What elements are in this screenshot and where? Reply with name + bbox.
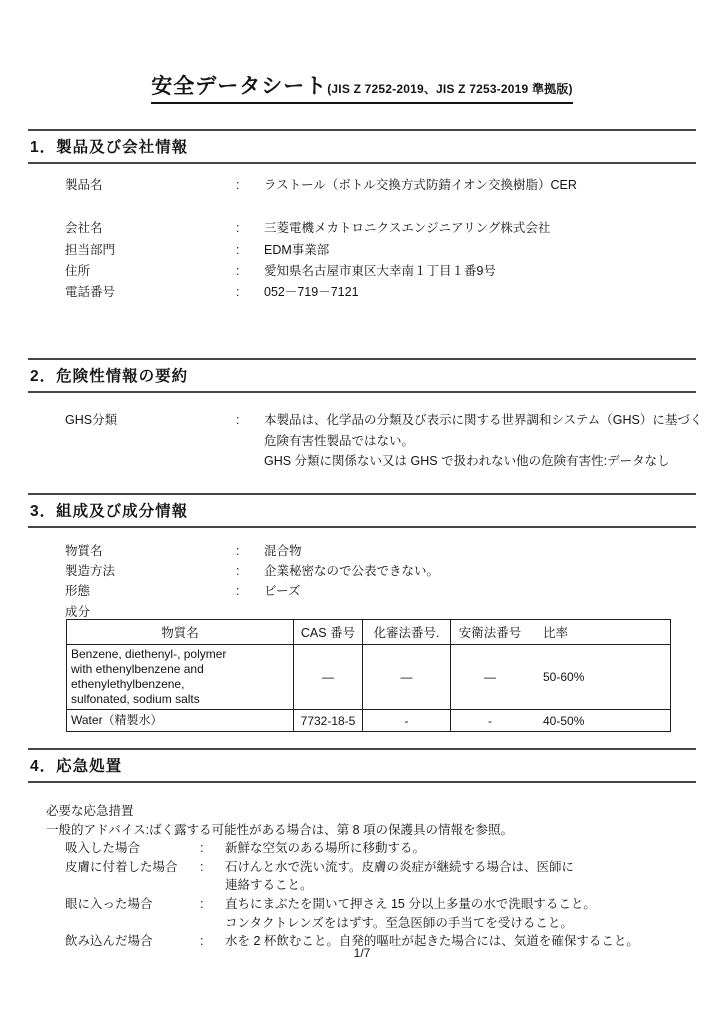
field-colon: : <box>200 841 204 856</box>
field-row-department <box>28 240 696 261</box>
document-title-sub: (JIS Z 7252-2019、JIS Z 7253-2019 準拠版) <box>327 82 573 96</box>
section-heading-4: 4．応急処置 <box>28 748 696 783</box>
field-value-line: 本製品は、化学品の分類及び表示に関する世界調和システム（GHS）に基づく <box>264 413 703 427</box>
field-label: 皮膚に付着した場合 <box>65 859 178 874</box>
cell-cas-number: ― <box>294 645 363 710</box>
field-value-line: 水を 2 杯飲むこと。自発的嘔吐が起きた場合には、気道を確保すること。 <box>225 934 639 949</box>
field-row-eye-contact <box>28 895 696 932</box>
table-row-polymer <box>67 645 671 710</box>
field-value-line: 石けんと水で洗い流す。皮膚の炎症が継続する場合は、医師に <box>225 859 575 874</box>
cell-substance-name: Water（精製水） <box>67 710 294 732</box>
field-value-multiline <box>225 839 696 858</box>
field-label: 担当部門 <box>65 242 116 257</box>
field-row-manufacture-method <box>28 561 696 581</box>
field-label: 製品名 <box>65 178 103 192</box>
field-value-line: GHS 分類に関係ない又は GHS で扱われない他の危険有害性:データなし <box>264 454 670 468</box>
field-colon: : <box>236 584 240 599</box>
first-aid-intro-line: 一般的アドバイス:ばく露する可能性がある場合は、第 8 項の保護具の情報を参照。 <box>46 822 513 837</box>
section-2-body <box>28 410 703 472</box>
field-colon: : <box>236 285 240 300</box>
cell-cas-number: 7732-18-5 <box>294 710 363 732</box>
field-colon: : <box>236 564 240 579</box>
cell-ratio: 50-60% <box>543 670 585 684</box>
substance-name-line: Benzene, diethenyl-, polymer <box>71 647 227 661</box>
field-label: 物質名 <box>65 544 103 558</box>
field-row-inhalation <box>28 839 696 858</box>
field-value-multiline <box>264 410 702 472</box>
field-row-skin-contact <box>28 858 696 895</box>
field-value: 052－719－7121 <box>264 285 359 300</box>
header-kashinhou-number: 化審法番号. <box>363 620 451 645</box>
field-value: 愛知県名古屋市東区大幸南１丁目１番9号 <box>264 263 496 278</box>
section-heading-3: 3．組成及び成分情報 <box>28 493 696 528</box>
field-value-multiline <box>225 895 696 932</box>
field-row-company-name <box>28 218 696 239</box>
cell-aneihou-number: - <box>488 713 492 728</box>
composition-table <box>66 619 671 732</box>
field-row-substance <box>28 541 696 561</box>
first-aid-intro-line: 必要な応急措置 <box>46 804 134 818</box>
header-aneihou-ratio <box>451 620 671 645</box>
field-label: 飲み込んだ場合 <box>65 934 153 949</box>
table-row-water <box>67 710 671 732</box>
cell-kashinhou-number: ― <box>363 645 451 710</box>
field-value: 企業秘密なので公表できない。 <box>264 564 440 579</box>
field-value-line: 直ちにまぶたを開いて押さえ 15 分以上多量の水で洗眼すること。 <box>225 896 596 911</box>
field-label: 眼に入った場合 <box>65 896 153 911</box>
field-label: 製造方法 <box>65 564 116 579</box>
field-row-address <box>28 261 696 282</box>
substance-name-line: ethenylethylbenzene, <box>71 677 185 691</box>
substance-name-line: sulfonated, sodium salts <box>71 692 200 706</box>
field-row-phone <box>28 282 696 303</box>
field-label: 電話番号 <box>65 285 116 300</box>
field-label: GHS分類 <box>65 413 118 427</box>
header-cas-number: CAS 番号 <box>294 620 363 645</box>
field-value-line: コンタクトレンズをはずす。至急医師の手当てを受けること。 <box>225 915 573 930</box>
field-colon: : <box>236 263 240 278</box>
cell-kashinhou-number: - <box>363 710 451 732</box>
document-title-underline <box>151 70 573 104</box>
field-colon: : <box>200 896 204 911</box>
field-row-product-name <box>28 175 696 196</box>
field-value: ビーズ <box>264 584 301 599</box>
cell-substance-name <box>67 645 294 710</box>
substance-name-line: with ethenylbenzene and <box>71 662 204 676</box>
field-colon: : <box>236 413 240 427</box>
section-heading-2: 2．危険性情報の要約 <box>28 358 696 393</box>
field-value: 三菱電機メカトロニクスエンジニアリング株式会社 <box>264 221 551 236</box>
cell-aneihou-number: ― <box>484 670 496 684</box>
section-1-body <box>28 175 696 303</box>
header-ratio: 比率 <box>543 626 569 640</box>
field-colon: : <box>236 242 240 257</box>
cell-aneihou-ratio <box>451 710 671 732</box>
cell-aneihou-ratio <box>451 645 671 710</box>
field-label: 住所 <box>65 263 91 278</box>
field-label: 吸入した場合 <box>65 841 141 856</box>
cell-ratio: 40-50% <box>543 713 585 728</box>
field-label: 成分 <box>65 604 91 619</box>
composition-table-header-row <box>67 620 671 645</box>
field-label: 形態 <box>65 584 91 599</box>
field-colon: : <box>200 934 204 949</box>
field-row-form <box>28 581 696 601</box>
field-value-line: 連絡すること。 <box>225 878 313 893</box>
section-4-body <box>28 802 696 951</box>
header-substance-name: 物質名 <box>67 620 294 645</box>
field-value-line: 危険有害性製品ではない。 <box>264 433 415 448</box>
section-heading-1: 1．製品及び会社情報 <box>28 129 696 164</box>
field-colon: : <box>200 859 204 874</box>
field-value: 混合物 <box>264 544 302 558</box>
field-colon: : <box>236 221 240 236</box>
field-colon: : <box>236 544 240 558</box>
row-spacer <box>28 196 696 218</box>
header-aneihou-number: 安衛法番号 <box>458 626 522 640</box>
field-row-ghs-class <box>28 410 703 472</box>
document-title <box>0 70 724 104</box>
field-colon: : <box>236 178 240 192</box>
field-value: ラストール（ボトル交換方式防錆イオン交換樹脂）CER <box>264 178 577 192</box>
section-3-body <box>28 541 696 622</box>
field-value-multiline <box>225 858 696 895</box>
field-label: 会社名 <box>65 221 103 236</box>
field-value: EDM事業部 <box>264 242 330 257</box>
document-title-main: 安全データシート <box>151 75 328 98</box>
field-value-line: 新鮮な空気のある場所に移動する。 <box>225 841 426 856</box>
page-number: 1/7 <box>353 946 371 960</box>
